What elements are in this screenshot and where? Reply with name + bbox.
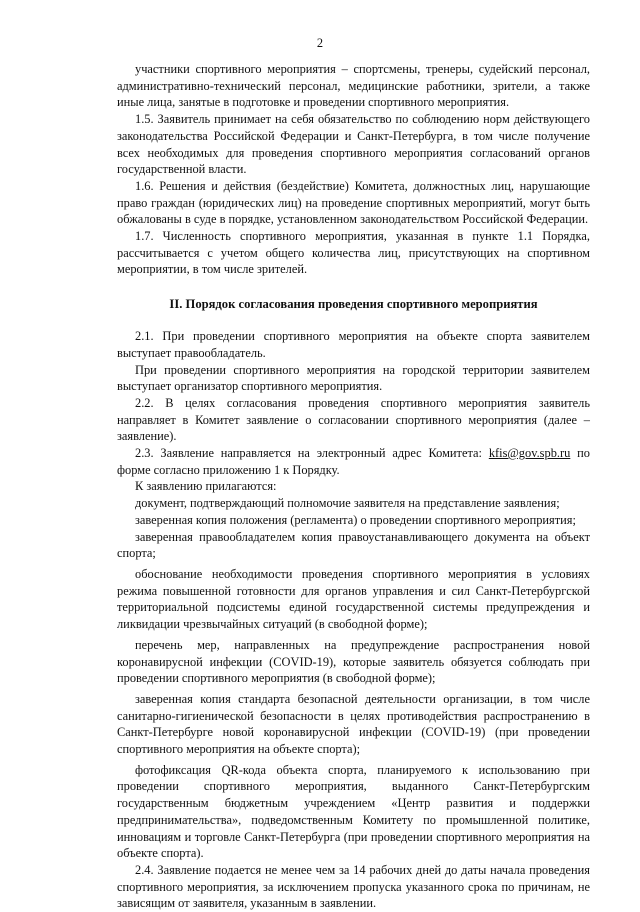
attachment-item: документ, подтверждающий полномочие заявителя на представление заявления; [135,496,560,511]
paragraph-2-4: 2.4. Заявление подается не менее чем за 14 рабочих дней до даты начала проведения спортивного мероприятия, за исключением пропуска указанного срока по причинам, не зависящим от заявителя, указанным в заявлении. [117,862,590,911]
paragraph-1-6: 1.6. Решения и действия (бездействие) Комитета, должностных лиц, нарушающие право граждан (юридических лиц) на проведение спортивных мероприятий, могут быть обжалованы в суде в порядке, установленном законодательством Российской Федерации. [117,178,590,227]
paragraph-2-3-tail: по форме согласно приложению 1 к Порядку. [117,446,590,477]
page-number: 2 [316,36,324,50]
email-link[interactable]: kfis@gov.spb.ru [488,446,571,461]
attachment-item: заверенная копия стандарта безопасной деятельности организации, в том числе санитарно-гигиенической безопасности в целях противодействия распространению в Санкт-Петербурге новой коронавирусной инфекции (COVID-19) (при проведении спортивного мероприятия на объекте спорта); [117,691,590,757]
attachment-item: обоснование необходимости проведения спортивного мероприятия в условиях режима повышенной готовности для органов управления и сил Санкт-Петербургской территориальной подсистемы единой государственной системы предупреждения и ликвидации чрезвычайных ситуаций (в свободной форме); [117,566,590,632]
paragraph-2-3-text: 2.3. Заявление направляется на электронный адрес Комитета: [135,446,489,461]
document-body [117,61,590,912]
attachment-item: фотофиксация QR-кода объекта спорта, планируемого к использованию при проведении спортивного мероприятия, выданного Санкт-Петербургским государственным бюджетным учреждением «Центр развития и поддержки предпринимательства», подведомственным Комитету по промышленной политике, инновациям и торговле Санкт-Петербурга (при проведении спортивного мероприятия на объекте спорта). [117,762,590,861]
paragraph-2-2: 2.2. В целях согласования проведения спортивного мероприятия заявитель направляет в Комитет заявление о согласовании спортивного мероприятия (далее – заявление). [117,395,590,444]
paragraph-1-7: 1.7. Численность спортивного мероприятия, указанная в пункте 1.1 Порядка, рассчитывается с учетом общего количества лиц, присутствующих на спортивном мероприятии, в том числе зрителей. [117,229,590,277]
paragraph-participants: участники спортивного мероприятия – спортсмены, тренеры, судейский персонал, административно-технический персонал, медицинские работники, зрители, а также иные лица, занятые в подготовке и проведении спортивного мероприятия. [117,62,590,110]
paragraph-2-1: 2.1. При проведении спортивного мероприятия на объекте спорта заявителем выступает правообладатель. [117,329,590,360]
paragraph-1-5: 1.5. Заявитель принимает на себя обязательство по соблюдению норм действующего законодательства Российской Федерации и Санкт-Петербурга, в том числе получение всех необходимых для проведения спортивного мероприятия согласований органов государственной власти. [117,112,590,177]
attachment-item: заверенная правообладателем копия правоустанавливающего документа на объект спорта; [117,529,590,561]
section-heading: II. Порядок согласования проведения спортивного мероприятия [169,297,538,312]
attachment-item: перечень мер, направленных на предупреждение распространения новой коронавирусной инфекции (COVID-19), которые заявитель обязуется соблюдать при проведении спортивного мероприятия (в свободной форме); [117,637,590,686]
paragraph-2-3 [117,445,590,478]
paragraph-2-1-city: При проведении спортивного мероприятия на городской территории заявителем выступает организатор спортивного мероприятия. [117,362,590,394]
attachment-item: заверенная копия положения (регламента) о проведении спортивного мероприятия; [135,512,576,527]
attachments-intro: К заявлению прилагаются: [135,479,277,494]
